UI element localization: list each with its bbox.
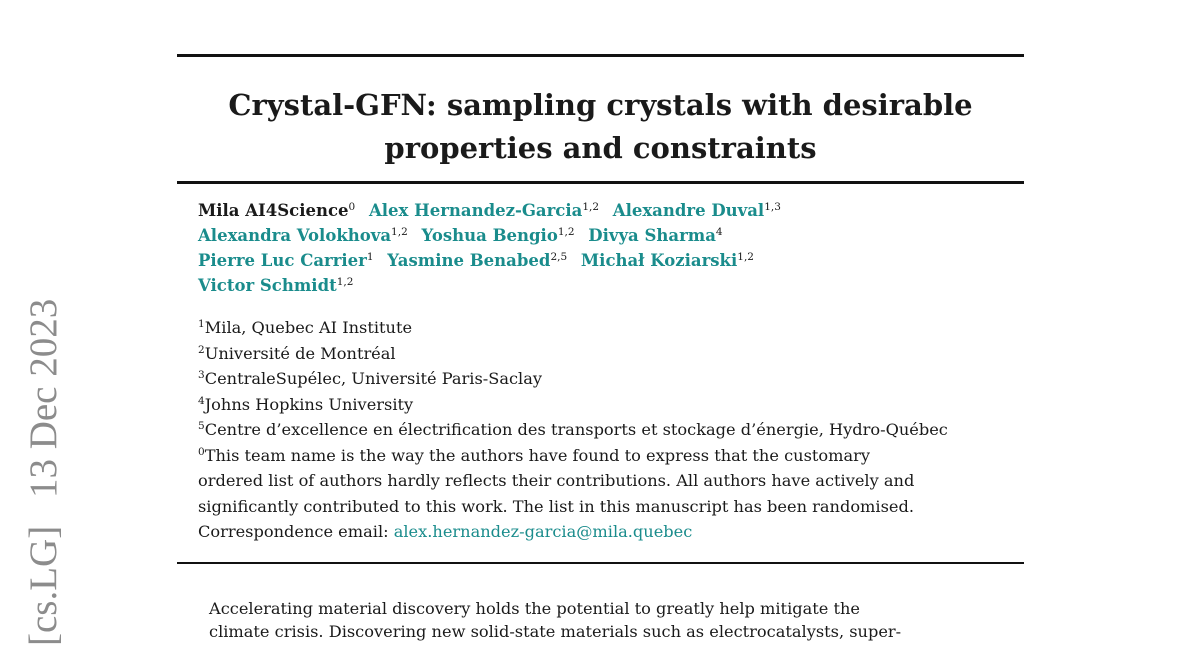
- author-line-4: [198, 273, 1028, 298]
- team-note-line: ordered list of authors hardly reflects their contributions. All authors have actively and: [198, 471, 915, 490]
- arxiv-date: 13 Dec 2023: [22, 298, 65, 499]
- top-rule: [177, 54, 1024, 57]
- correspondence-label: Correspondence email:: [198, 522, 389, 541]
- author-link[interactable]: Alexandre Duval$^{1,3}$: [612, 201, 781, 220]
- arxiv-category: [cs.LG]: [22, 525, 65, 646]
- author-team: Mila AI4Science$^0$: [198, 201, 356, 220]
- affiliations: [198, 315, 1038, 545]
- abstract-line: climate crisis. Discovering new solid-state materials such as electrocatalysts, super-: [209, 622, 902, 641]
- author-line-2: [198, 223, 1028, 248]
- author-link[interactable]: Alex Hernandez-Garcia$^{1,2}$: [368, 201, 600, 220]
- header-bottom-rule: [177, 562, 1024, 564]
- author-link[interactable]: Divya Sharma$^4$: [588, 226, 723, 245]
- arxiv-stamp: [16, 281, 72, 646]
- abstract-text: [209, 597, 999, 643]
- email-link[interactable]: alex.hernandez-garcia@mila.quebec: [393, 522, 693, 541]
- affiliation-item: $^5$Centre d’excellence en électrification des transports et stockage d’énergie, Hydro-Québec: [198, 420, 948, 439]
- affiliation-item: $^1$Mila, Quebec AI Institute: [198, 318, 413, 337]
- affiliation-item: $^4$Johns Hopkins University: [198, 394, 414, 414]
- author-line-1: [198, 198, 1028, 223]
- correspondence-line: [198, 519, 1038, 545]
- affiliation-item: $^2$Université de Montréal: [198, 343, 396, 363]
- author-link[interactable]: Yoshua Bengio$^{1,2}$: [421, 226, 575, 245]
- team-note-line: $^0$This team name is the way the authors have found to express that the customary: [198, 445, 871, 465]
- title-line-1: Crystal-GFN: sampling crystals with desirable: [228, 88, 973, 122]
- author-line-3: [198, 248, 1028, 273]
- affiliation-item: $^3$CentraleSupélec, Université Paris-Saclay: [198, 369, 543, 388]
- author-list: [198, 198, 1028, 298]
- abstract-line: Accelerating material discovery holds the potential to greatly help mitigate the: [209, 599, 860, 618]
- author-link[interactable]: Pierre Luc Carrier$^1$: [198, 251, 374, 270]
- author-link[interactable]: Alexandra Volokhova$^{1,2}$: [198, 226, 408, 245]
- title-bottom-rule: [177, 181, 1024, 184]
- title-line-2: properties and constraints: [384, 131, 817, 165]
- paper-title: [177, 84, 1024, 170]
- author-link[interactable]: Michał Koziarski$^{1,2}$: [580, 251, 754, 270]
- author-link[interactable]: Victor Schmidt$^{1,2}$: [198, 276, 354, 295]
- author-link[interactable]: Yasmine Benabed$^{2,5}$: [387, 251, 568, 270]
- team-note-line: significantly contributed to this work. The list in this manuscript has been randomised.: [198, 496, 914, 516]
